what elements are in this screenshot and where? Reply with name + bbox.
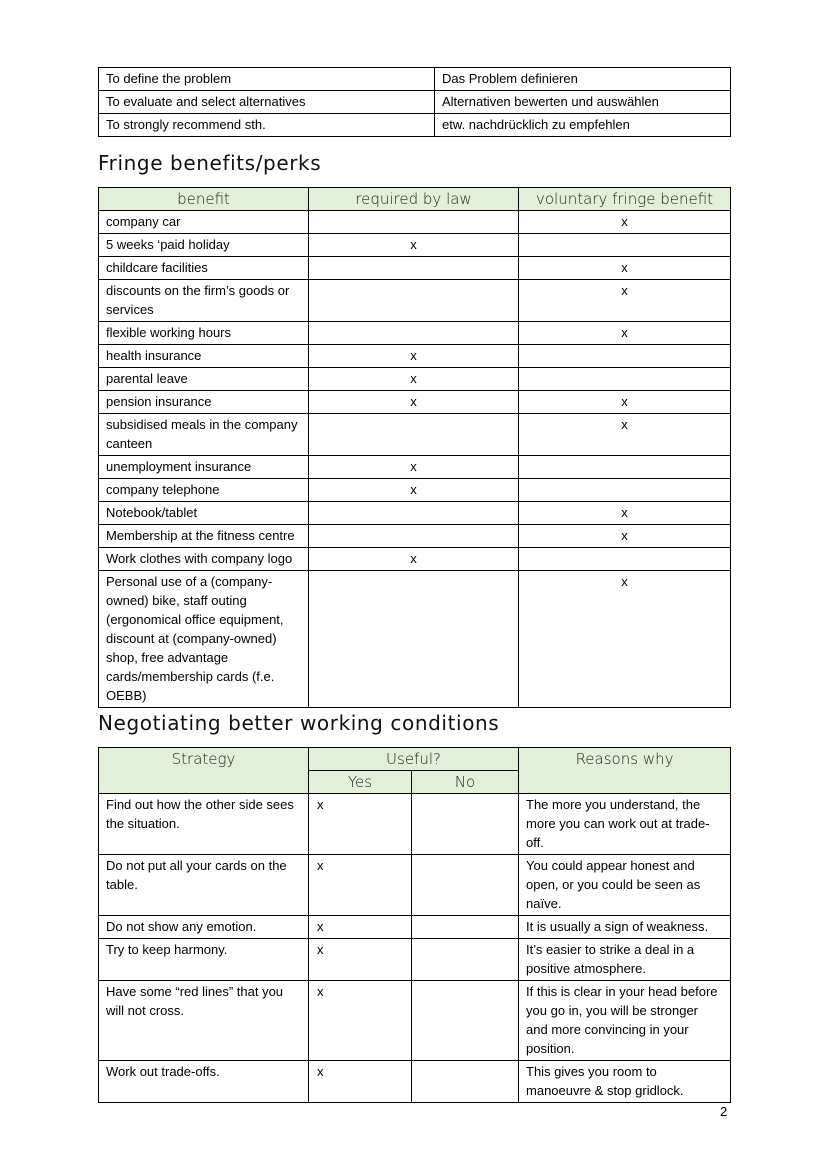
voluntary-cell: x — [519, 280, 731, 322]
required-by-law-cell — [309, 322, 519, 345]
benefit-cell: company car — [99, 211, 309, 234]
table-row — [99, 257, 731, 280]
column-header-required-by-law: required by law — [309, 188, 519, 211]
table-row — [99, 345, 731, 368]
benefit-cell: subsidised meals in the company canteen — [99, 414, 309, 456]
glossary-de: Alternativen bewerten und auswählen — [435, 91, 731, 114]
fringe-benefits-table — [98, 187, 731, 708]
reason-cell: It is usually a sign of weakness. — [519, 916, 731, 939]
table-row — [99, 91, 731, 114]
useful-no-cell — [412, 939, 519, 981]
glossary-de: etw. nachdrücklich zu empfehlen — [435, 114, 731, 137]
table-row — [99, 794, 731, 855]
voluntary-cell — [519, 456, 731, 479]
strategy-cell: Work out trade-offs. — [99, 1061, 309, 1103]
useful-no-cell — [412, 794, 519, 855]
table-row — [99, 114, 731, 137]
useful-no-cell — [412, 1061, 519, 1103]
required-by-law-cell: x — [309, 368, 519, 391]
required-by-law-cell — [309, 502, 519, 525]
column-header-useful: Useful? — [309, 748, 519, 771]
useful-yes-cell: x — [309, 855, 412, 916]
table-row — [99, 234, 731, 257]
useful-yes-cell: x — [309, 794, 412, 855]
voluntary-cell: x — [519, 391, 731, 414]
table-row — [99, 368, 731, 391]
glossary-en: To strongly recommend sth. — [99, 114, 435, 137]
benefit-cell: parental leave — [99, 368, 309, 391]
voluntary-cell — [519, 479, 731, 502]
page-number: 2 — [720, 1104, 728, 1119]
useful-no-cell — [412, 981, 519, 1061]
voluntary-cell: x — [519, 322, 731, 345]
table-row — [99, 391, 731, 414]
benefit-cell: Personal use of a (company-owned) bike, staff outing (ergonomical office equipment, discount at (company-owned) shop, free advantage cards/membership cards (f.e. OEBB) — [99, 571, 309, 708]
required-by-law-cell: x — [309, 391, 519, 414]
reason-cell: You could appear honest and open, or you could be seen as naïve. — [519, 855, 731, 916]
table-row — [99, 414, 731, 456]
table-row — [99, 525, 731, 548]
required-by-law-cell: x — [309, 479, 519, 502]
strategy-cell: Do not show any emotion. — [99, 916, 309, 939]
benefit-cell: childcare facilities — [99, 257, 309, 280]
reason-cell: It’s easier to strike a deal in a positive atmosphere. — [519, 939, 731, 981]
benefit-cell: Membership at the fitness centre — [99, 525, 309, 548]
table-row — [99, 456, 731, 479]
voluntary-cell: x — [519, 571, 731, 708]
benefit-cell: 5 weeks ‘paid holiday — [99, 234, 309, 257]
table-row — [99, 502, 731, 525]
required-by-law-cell — [309, 280, 519, 322]
required-by-law-cell: x — [309, 456, 519, 479]
table-row — [99, 322, 731, 345]
required-by-law-cell — [309, 571, 519, 708]
strategy-cell: Have some “red lines” that you will not cross. — [99, 981, 309, 1061]
glossary-table — [98, 67, 731, 137]
table-row — [99, 548, 731, 571]
column-header-reasons: Reasons why — [519, 748, 731, 794]
voluntary-cell: x — [519, 502, 731, 525]
benefit-cell: pension insurance — [99, 391, 309, 414]
required-by-law-cell: x — [309, 234, 519, 257]
benefit-cell: company telephone — [99, 479, 309, 502]
glossary-de: Das Problem definieren — [435, 68, 731, 91]
voluntary-cell: x — [519, 525, 731, 548]
strategy-cell: Do not put all your cards on the table. — [99, 855, 309, 916]
voluntary-cell — [519, 234, 731, 257]
benefit-cell: discounts on the firm’s goods or services — [99, 280, 309, 322]
table-row — [99, 280, 731, 322]
required-by-law-cell: x — [309, 548, 519, 571]
table-row — [99, 479, 731, 502]
column-header-benefit: benefit — [99, 188, 309, 211]
glossary-en: To evaluate and select alternatives — [99, 91, 435, 114]
required-by-law-cell — [309, 525, 519, 548]
voluntary-cell — [519, 345, 731, 368]
section-title-negotiation: Negotiating better working conditions — [98, 711, 500, 735]
table-row — [99, 981, 731, 1061]
strategy-cell: Try to keep harmony. — [99, 939, 309, 981]
benefit-cell: health insurance — [99, 345, 309, 368]
table-row — [99, 855, 731, 916]
column-header-strategy: Strategy — [99, 748, 309, 794]
strategy-cell: Find out how the other side sees the situation. — [99, 794, 309, 855]
useful-yes-cell: x — [309, 916, 412, 939]
required-by-law-cell — [309, 257, 519, 280]
voluntary-cell — [519, 548, 731, 571]
benefit-cell: Notebook/tablet — [99, 502, 309, 525]
useful-no-cell — [412, 855, 519, 916]
column-header-yes: Yes — [309, 771, 412, 794]
required-by-law-cell: x — [309, 345, 519, 368]
column-header-voluntary: voluntary fringe benefit — [519, 188, 731, 211]
benefit-cell: unemployment insurance — [99, 456, 309, 479]
table-row — [99, 68, 731, 91]
useful-yes-cell: x — [309, 939, 412, 981]
voluntary-cell — [519, 368, 731, 391]
table-row — [99, 1061, 731, 1103]
table-row — [99, 571, 731, 708]
required-by-law-cell — [309, 211, 519, 234]
table-row — [99, 211, 731, 234]
voluntary-cell: x — [519, 257, 731, 280]
section-title-fringe-benefits: Fringe benefits/perks — [98, 151, 322, 175]
column-header-no: No — [412, 771, 519, 794]
voluntary-cell: x — [519, 414, 731, 456]
benefit-cell: Work clothes with company logo — [99, 548, 309, 571]
required-by-law-cell — [309, 414, 519, 456]
negotiation-table — [98, 747, 731, 1103]
reason-cell: If this is clear in your head before you go in, you will be stronger and more convincing in your position. — [519, 981, 731, 1061]
table-header-row — [99, 748, 731, 771]
benefit-cell: flexible working hours — [99, 322, 309, 345]
reason-cell: This gives you room to manoeuvre & stop gridlock. — [519, 1061, 731, 1103]
useful-no-cell — [412, 916, 519, 939]
glossary-en: To define the problem — [99, 68, 435, 91]
useful-yes-cell: x — [309, 1061, 412, 1103]
voluntary-cell: x — [519, 211, 731, 234]
reason-cell: The more you understand, the more you can work out at trade-off. — [519, 794, 731, 855]
table-row — [99, 939, 731, 981]
table-row — [99, 916, 731, 939]
table-header-row — [99, 188, 731, 211]
useful-yes-cell: x — [309, 981, 412, 1061]
